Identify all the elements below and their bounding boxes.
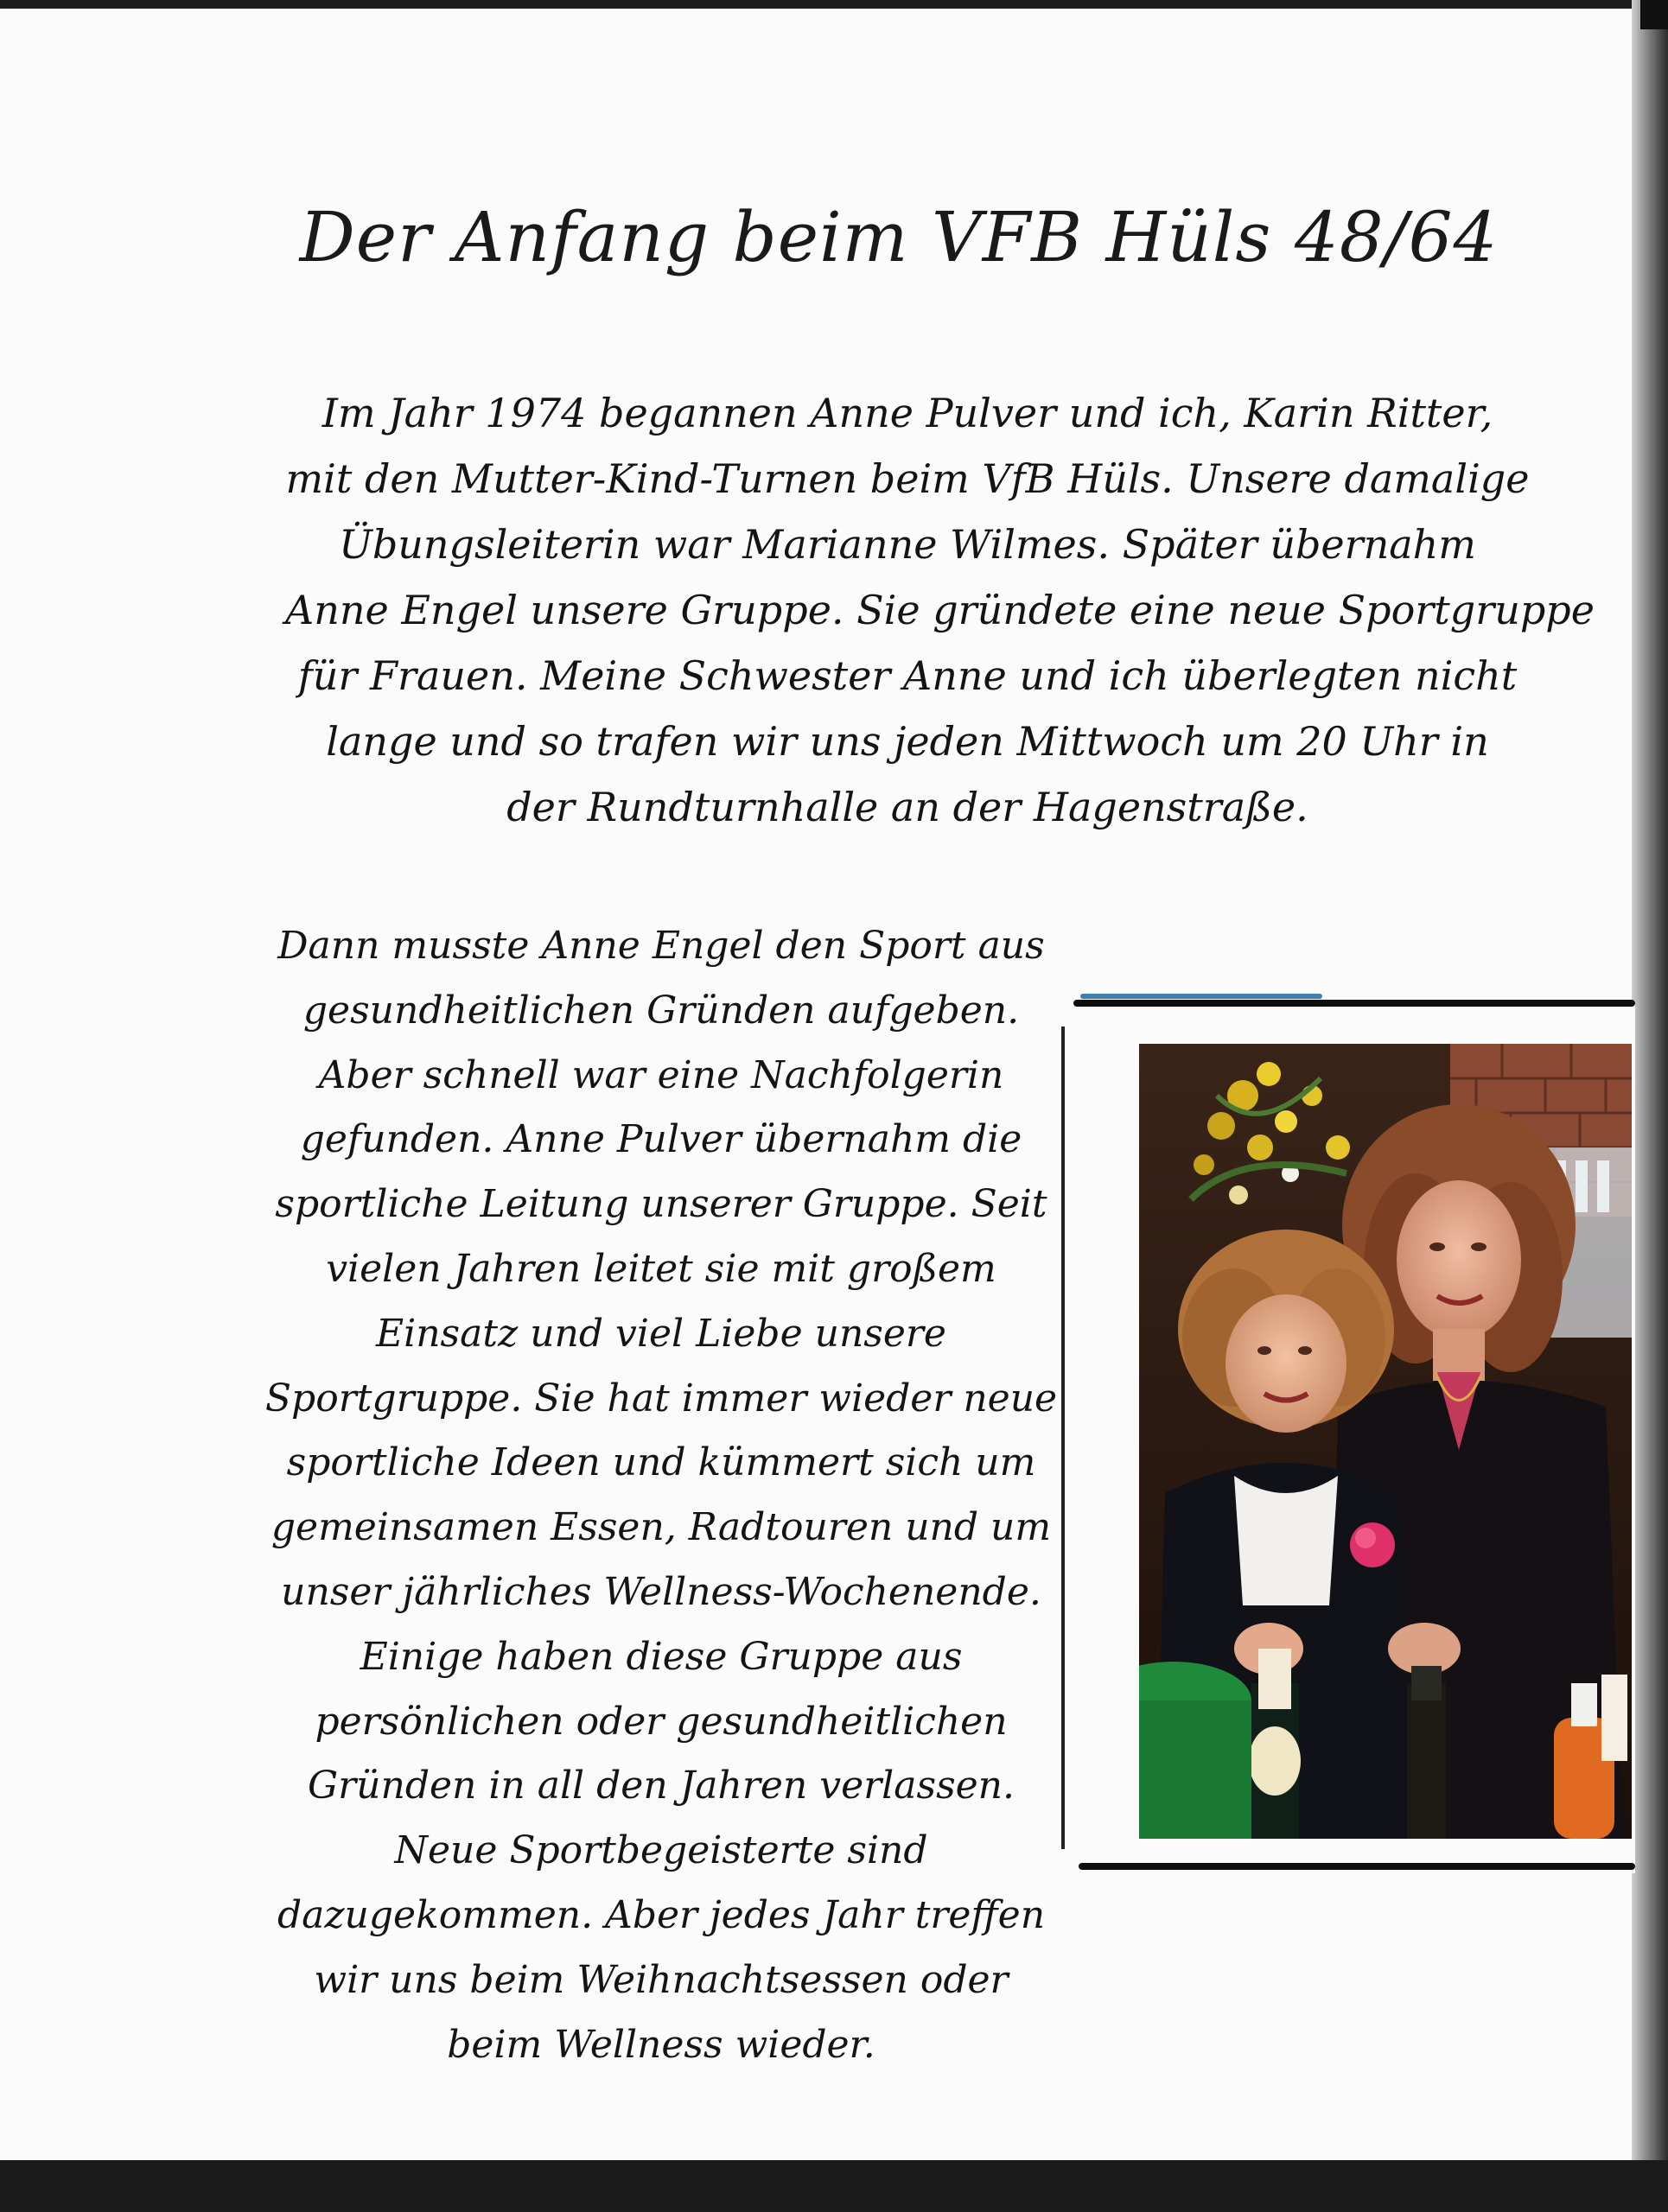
paragraph-line: Dann musste Anne Engel den Sport aus [277,924,1045,968]
scan-corner [1640,0,1668,29]
paragraph-line: Neue Sportbegeisterte sind [394,1828,928,1873]
frame-accent-line [1080,994,1322,999]
paragraph-line: gefunden. Anne Pulver übernahm die [300,1117,1022,1162]
paragraph-line: dazugekommen. Aber jedes Jahr treffen [277,1892,1046,1937]
paragraph-line: der Rundturnhalle an der Hagenstraße. [506,784,1308,830]
paragraph-line: Anne Engel unsere Gruppe. Sie gründete eine neue Sportgruppe [285,587,1595,633]
paragraph-line: gesundheitlichen Gründen aufgeben. [302,988,1020,1033]
scan-bottom-edge [0,2160,1668,2212]
paragraph-line: persönlichen oder gesundheitlichen [315,1699,1008,1744]
paragraph-line: lange und so trafen wir uns jeden Mittwoch um 20 Uhr in [326,718,1489,765]
paragraph-line: Gründen in all den Jahren verlassen. [307,1764,1015,1808]
photo-illustration [1139,1044,1632,1839]
frame-bottom-border [1079,1863,1635,1870]
paragraph-line: Einsatz und viel Liebe unsere [376,1311,946,1356]
paragraph-line: für Frauen. Meine Schwester Anne und ich überlegten nicht [297,652,1518,699]
paragraph-line: Sportgruppe. Sie hat immer wieder neue [264,1376,1058,1421]
paragraph-line: vielen Jahren leitet sie mit großem [326,1246,996,1291]
scan-top-edge [0,0,1668,9]
book-spine-edge [1632,0,1668,2212]
group-photo [1139,1044,1632,1839]
intro-paragraph [285,380,1595,840]
page-title: Der Anfang beim VFB Hüls 48/64 [299,197,1499,277]
paragraph-line: sportliche Ideen und kümmert sich um [286,1440,1036,1485]
paragraph-line: beim Wellness wieder. [447,2022,875,2067]
paragraph-line: Einige haben diese Gruppe aus [360,1634,963,1679]
story-paragraph [259,914,1063,2077]
frame-left-border [1061,1027,1065,1849]
paragraph-line: sportliche Leitung unserer Gruppe. Seit [275,1182,1047,1227]
paragraph-line: wir uns beim Weihnachtsessen oder [314,1957,1009,2002]
paragraph-line: unser jährliches Wellness-Wochenende. [281,1569,1041,1614]
paragraph-line: mit den Mutter-Kind-Turnen beim VfB Hüls. Unsere damalige [285,455,1530,502]
paragraph-line: Aber schnell war eine Nachfolgerin [318,1052,1004,1097]
paragraph-line: gemeinsamen Essen, Radtouren und um [271,1505,1052,1550]
frame-top-border [1073,1000,1635,1007]
paragraph-line: Im Jahr 1974 begannen Anne Pulver und ich, Karin Ritter, [322,390,1493,436]
paragraph-line: Übungsleiterin war Marianne Wilmes. Später übernahm [339,521,1476,568]
